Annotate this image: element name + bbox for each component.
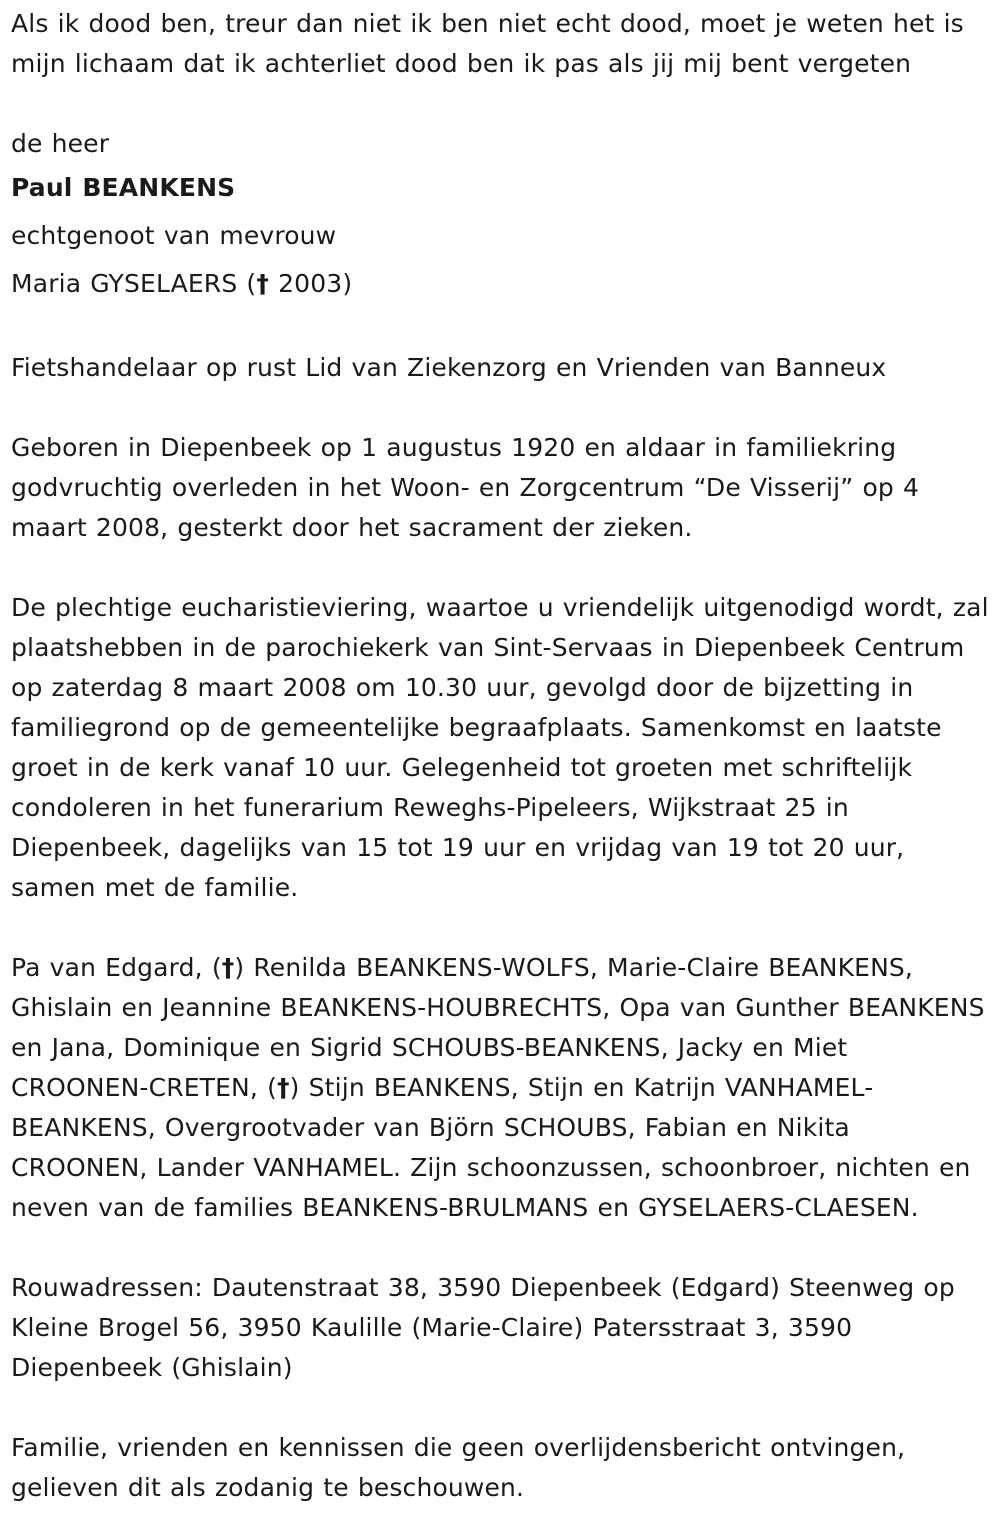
title-prefix: de heer	[11, 129, 110, 158]
cross-icon: †	[256, 269, 269, 298]
family-text-3: ) Stijn BEANKENS, Stijn en Katrijn VANHAMEL-BEANKENS, Overgrootvader van Björn SCHOUBS, Fabian en Nikita CROONEN, Lander VANHAMEL. Zijn schoonzussen, schoonbroer, nichten en neven van de families BEANKENS-BRULMANS en GYSELAERS-CLAESEN.	[11, 1073, 971, 1222]
spouse-death-year: 2003)	[269, 269, 353, 298]
spouse-intro: echtgenoot van mevrouw	[11, 221, 337, 250]
obituary-document	[11, 4, 991, 1508]
cross-icon: †	[221, 953, 235, 982]
occupation-paragraph: Fietshandelaar op rust Lid van Ziekenzorg en Vrienden van Banneux	[11, 353, 887, 382]
birth-death-paragraph: Geboren in Diepenbeek op 1 augustus 1920 en aldaar in familiekring godvruchtig overleden in het Woon- en Zorgcentrum “De Visserij” op 4 maart 2008, gesterkt door het sacrament der zieken.	[11, 433, 920, 542]
family-text-2: ) Renilda BEANKENS-WOLFS, Marie-Claire BEANKENS, Ghislain en Jeannine BEANKENS-HOUBRECHTS, Opa van Gunther BEANKENS en Jana, Dominique en Sigrid SCHOUBS-BEANKENS, Jacky en Miet CROONEN-CRETEN, (	[11, 953, 985, 1102]
ceremony-paragraph: De plechtige eucharistieviering, waartoe u vriendelijk uitgenodigd wordt, zal plaatshebben in de parochiekerk van Sint-Servaas in Diepenbeek Centrum op zaterdag 8 maart 2008 om 10.30 uur, gevolgd door de bijzetting in familiegrond op de gemeentelijke begraafplaats. Samenkomst en laatste groet in de kerk vanaf 10 uur. Gelegenheid tot groeten met schriftelijk condoleren in het funerarium Reweghs-Pipeleers, Wijkstraat 25 in Diepenbeek, dagelijks van 15 tot 19 uur en vrijdag van 19 tot 20 uur, samen met de familie.	[11, 593, 989, 902]
addresses-paragraph: Rouwadressen: Dautenstraat 38, 3590 Diepenbeek (Edgard) Steenweg op Kleine Brogel 56, 3950 Kaulille (Marie-Claire) Patersstraat 3, 3590 Diepenbeek (Ghislain)	[11, 1273, 955, 1382]
family-text-1: Pa van Edgard, (	[11, 953, 222, 982]
spouse-name	[11, 260, 991, 308]
family-paragraph	[11, 948, 991, 1228]
deceased-name: Paul BEANKENS	[11, 173, 236, 202]
poem-paragraph: Als ik dood ben, treur dan niet ik ben niet echt dood, moet je weten het is mijn lichaam dat ik achterliet dood ben ik pas als jij mij bent vergeten	[11, 9, 964, 78]
cross-icon: †	[277, 1073, 290, 1102]
header-block	[11, 124, 991, 308]
closing-paragraph: Familie, vrienden en kennissen die geen overlijdensbericht ontvingen, gelieven dit als zodanig te beschouwen.	[11, 1433, 906, 1502]
spouse-name-text: Maria GYSELAERS (	[11, 269, 257, 298]
